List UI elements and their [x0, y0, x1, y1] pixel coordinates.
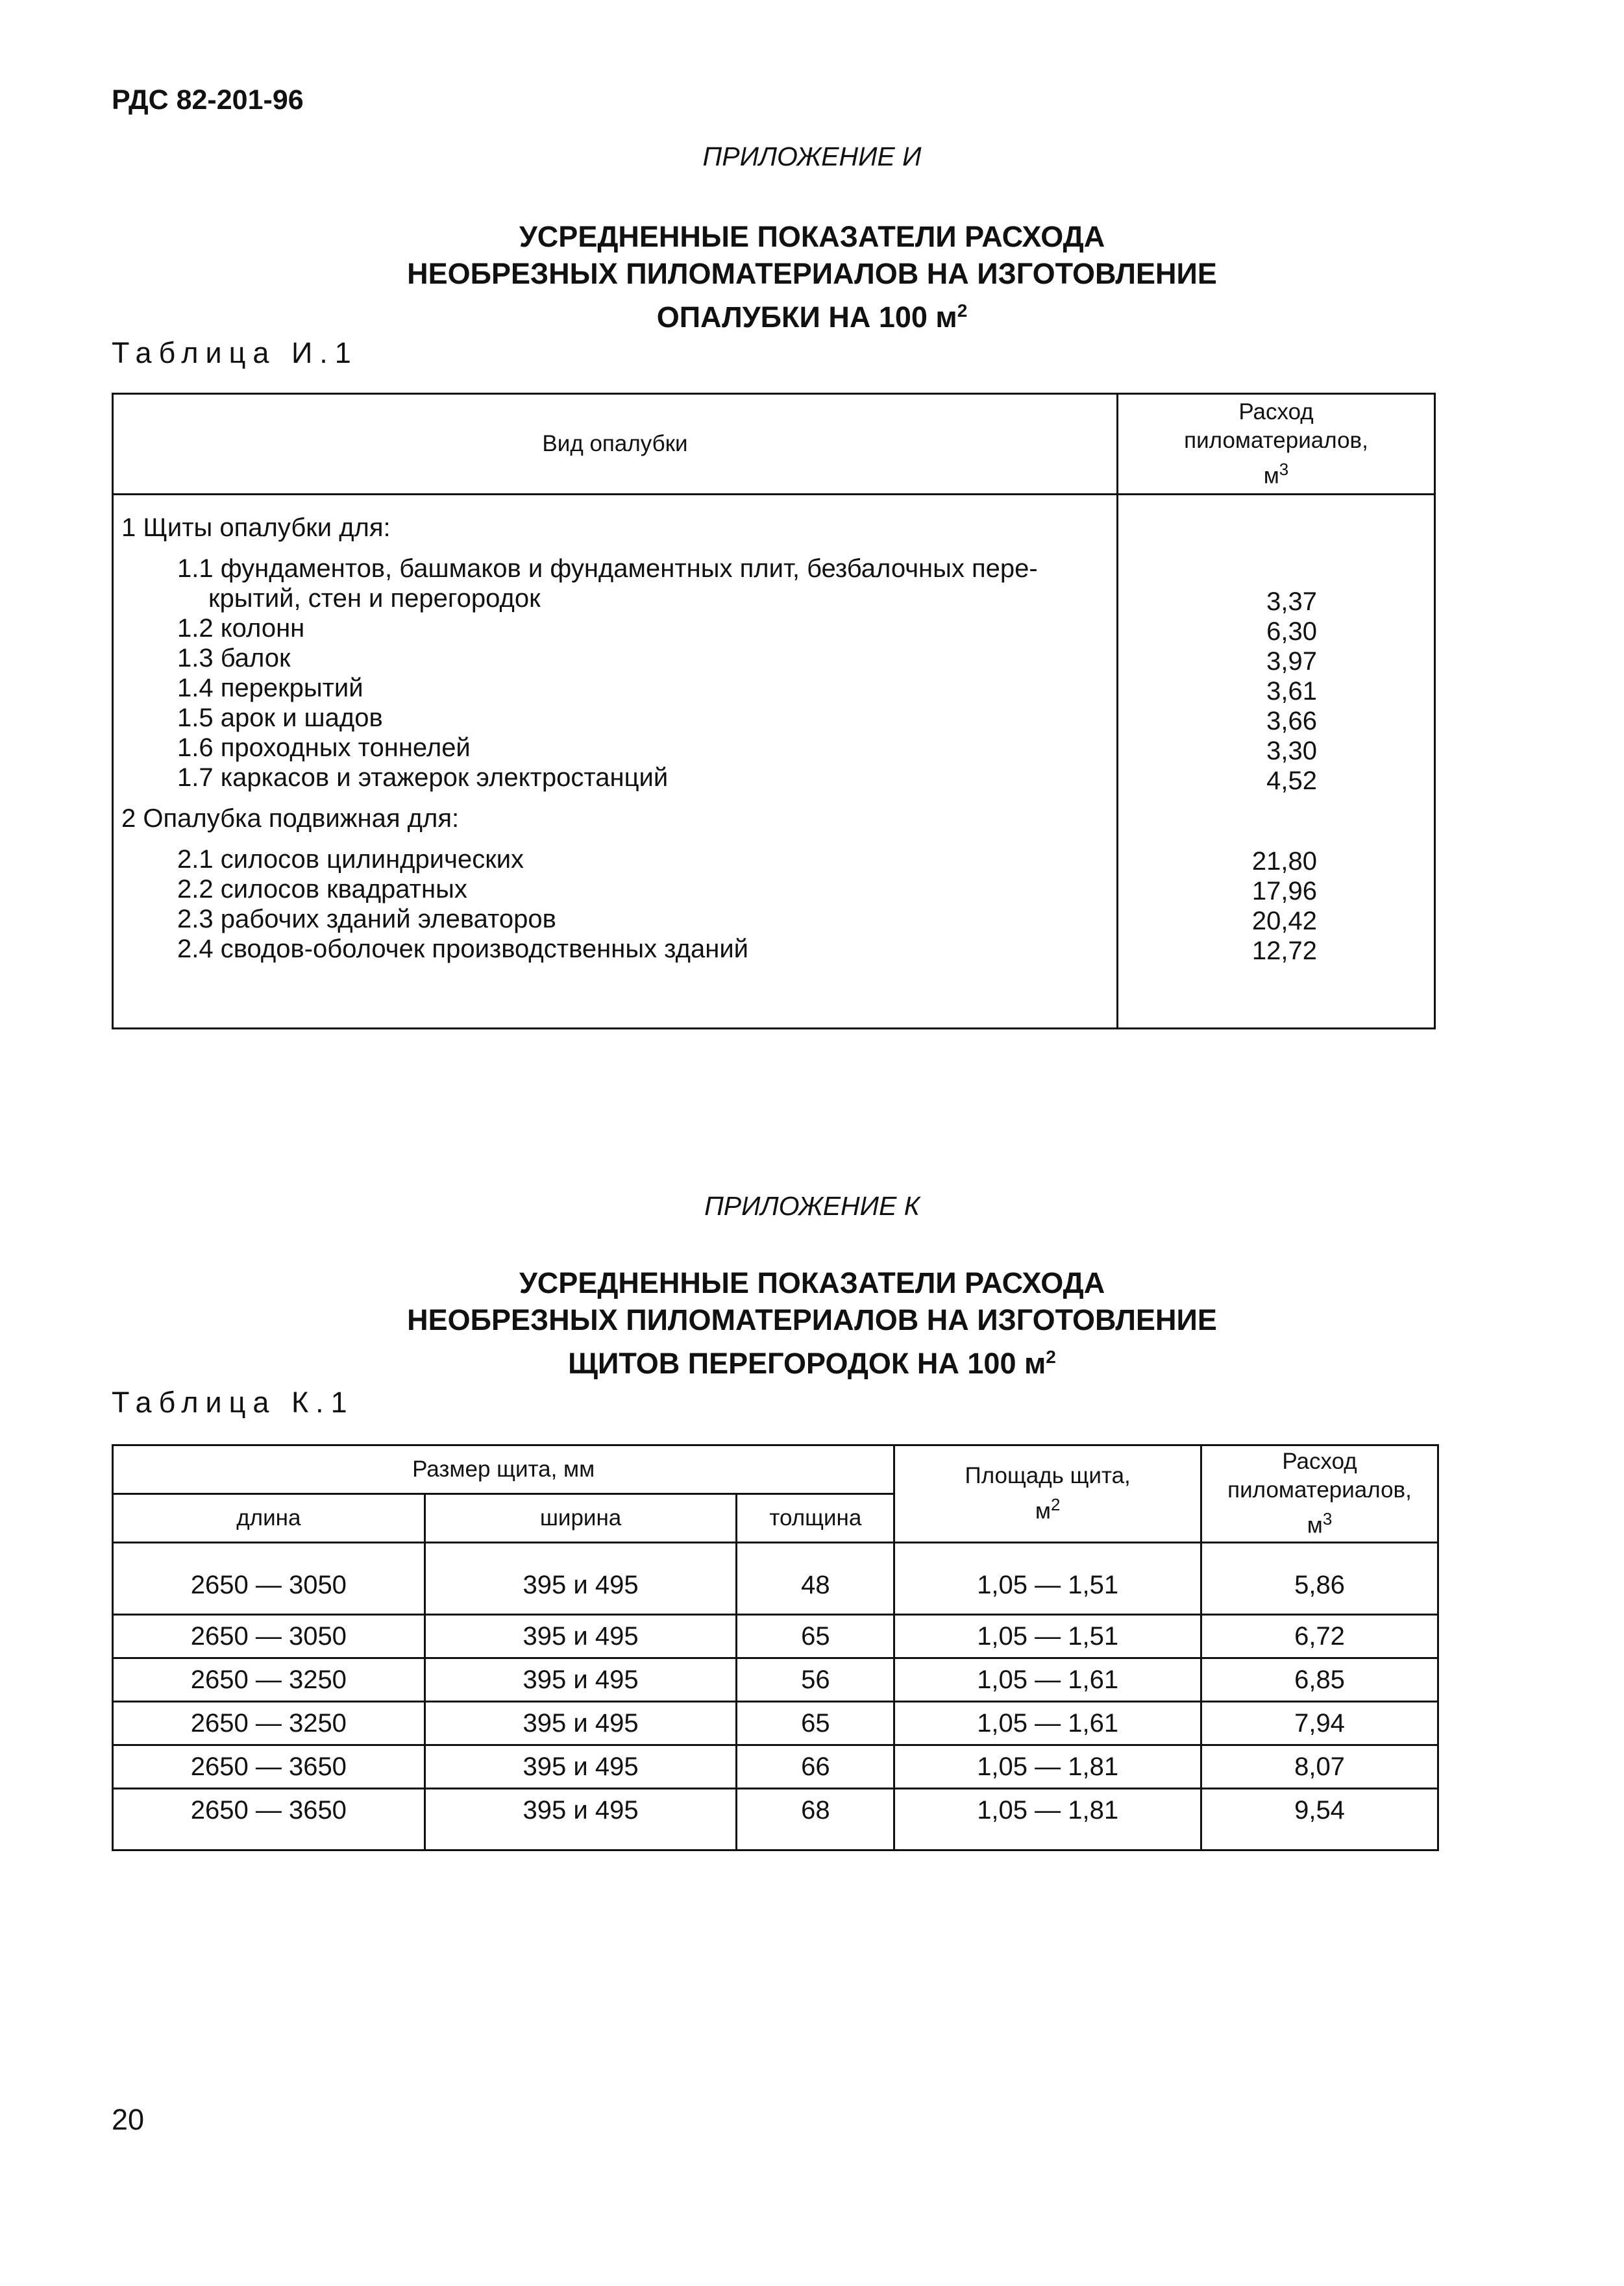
appendix-i-title-line1: УСРЕДНЕННЫЕ ПОКАЗАТЕЛИ РАСХОДА	[519, 220, 1105, 253]
appendix-i-title	[0, 218, 1624, 336]
cell-consumption: 7,94	[1201, 1702, 1438, 1745]
value: 3,30	[1266, 737, 1317, 765]
cell-length: 2650 — 3050	[113, 1615, 425, 1658]
list-item: 1.5 арок и шадов	[177, 704, 383, 732]
cell-area: 1,05 — 1,61	[894, 1702, 1201, 1745]
value: 6,30	[1266, 617, 1317, 646]
table-row	[113, 1702, 1438, 1745]
appendix-i-title-line2: НЕОБРЕЗНЫХ ПИЛОМАТЕРИАЛОВ НА ИЗГОТОВЛЕНИЕ	[407, 257, 1217, 290]
page-number: 20	[112, 2103, 145, 2136]
value: 3,61	[1266, 677, 1317, 706]
appendix-k-title-line1: УСРЕДНЕННЫЕ ПОКАЗАТЕЛИ РАСХОДА	[519, 1266, 1105, 1299]
cell-width: 395 и 495	[424, 1615, 737, 1658]
column-header-width: ширина	[424, 1494, 737, 1543]
table-i1	[112, 393, 1436, 1029]
column-header-consumption: Расход пиломатериалов, $м^3$	[1118, 394, 1435, 495]
cell-thickness: 65	[737, 1702, 894, 1745]
list-item: 2.2 силосов квадратных	[177, 875, 467, 903]
cell-thickness: 66	[737, 1745, 894, 1789]
cell-width: 395 и 495	[424, 1745, 737, 1789]
cell-width: 395 и 495	[424, 1789, 737, 1850]
value: 20,42	[1251, 907, 1317, 935]
cell-consumption: 6,72	[1201, 1615, 1438, 1658]
table-row	[113, 1745, 1438, 1789]
cell-length: 2650 — 3050	[113, 1543, 425, 1615]
appendix-i-label: ПРИЛОЖЕНИЕ И	[702, 141, 922, 171]
table-k1-label: Таблица К.1	[112, 1386, 354, 1419]
cell-thickness: 48	[737, 1543, 894, 1615]
value: 12,72	[1251, 937, 1317, 965]
cell-thickness: 65	[737, 1615, 894, 1658]
cell-consumption: 8,07	[1201, 1745, 1438, 1789]
list-item: 1.2 колонн	[177, 614, 305, 643]
list-item: 2.4 сводов-оболочек производственных зданий	[177, 935, 748, 963]
column-header-type: Вид опалубки	[113, 394, 1118, 495]
cell-length: 2650 — 3250	[113, 1702, 425, 1745]
table-row	[113, 1615, 1438, 1658]
table-row	[113, 1789, 1438, 1850]
table-row	[113, 1658, 1438, 1702]
consumption-values-cell	[1118, 495, 1435, 1029]
cell-area: 1,05 — 1,81	[894, 1745, 1201, 1789]
cell-length: 2650 — 3250	[113, 1658, 425, 1702]
value: 17,96	[1251, 877, 1317, 905]
document-code: РДС 82-201-96	[112, 84, 304, 116]
cell-consumption: 9,54	[1201, 1789, 1438, 1850]
list-item: 1.6 проходных тоннелей	[177, 733, 471, 762]
column-header-consumption: Расход пиломатериалов, $м^3$	[1201, 1445, 1438, 1543]
value: 3,66	[1266, 707, 1317, 735]
appendix-k-title	[0, 1264, 1624, 1382]
list-item: 2.3 рабочих зданий элеваторов	[177, 905, 556, 933]
cell-area: 1,05 — 1,51	[894, 1615, 1201, 1658]
cell-consumption: 5,86	[1201, 1543, 1438, 1615]
list-item: 1.3 балок	[177, 644, 291, 672]
table-k1	[112, 1444, 1439, 1851]
column-header-thickness: толщина	[737, 1494, 894, 1543]
value: 3,37	[1266, 587, 1317, 616]
value: 3,97	[1266, 647, 1317, 676]
cell-thickness: 56	[737, 1658, 894, 1702]
group-heading: 2 Опалубка подвижная для:	[121, 804, 460, 833]
value: 4,52	[1266, 767, 1317, 795]
table-row	[113, 1543, 1438, 1615]
cell-thickness: 68	[737, 1789, 894, 1850]
cell-consumption: 6,85	[1201, 1658, 1438, 1702]
column-header-area: Площадь щита, $м^2$	[894, 1445, 1201, 1543]
cell-area: 1,05 — 1,61	[894, 1658, 1201, 1702]
appendix-k-label: ПРИЛОЖЕНИЕ К	[704, 1191, 920, 1221]
list-item: 1.4 перекрытий	[177, 674, 363, 702]
column-header-size: Размер щита, мм	[113, 1445, 894, 1494]
cell-width: 395 и 495	[424, 1702, 737, 1745]
cell-length: 2650 — 3650	[113, 1745, 425, 1789]
cell-width: 395 и 495	[424, 1543, 737, 1615]
column-header-length: длина	[113, 1494, 425, 1543]
cell-length: 2650 — 3650	[113, 1789, 425, 1850]
list-item: 1.7 каркасов и этажерок электростанций	[177, 763, 669, 792]
appendix-i-title-line3: ОПАЛУБКИ НА 100 $м^2$	[656, 301, 968, 334]
cell-area: 1,05 — 1,51	[894, 1543, 1201, 1615]
group-heading: 1 Щиты опалубки для:	[121, 513, 391, 542]
list-item: 2.1 силосов цилиндрических	[177, 845, 524, 874]
appendix-k-title-line2: НЕОБРЕЗНЫХ ПИЛОМАТЕРИАЛОВ НА ИЗГОТОВЛЕНИЕ	[407, 1303, 1217, 1336]
cell-area: 1,05 — 1,81	[894, 1789, 1201, 1850]
table-i1-label: Таблица И.1	[112, 336, 358, 369]
cell-width: 395 и 495	[424, 1658, 737, 1702]
formwork-types-cell	[113, 495, 1118, 1029]
list-item: 1.1 фундаментов, башмаков и фундаментных плит, безбалочных пере- крытий, стен и перегородок	[177, 554, 1038, 613]
appendix-k-title-line3: ЩИТОВ ПЕРЕГОРОДОК НА 100 $м^2$	[568, 1347, 1056, 1380]
value: 21,80	[1251, 847, 1317, 876]
